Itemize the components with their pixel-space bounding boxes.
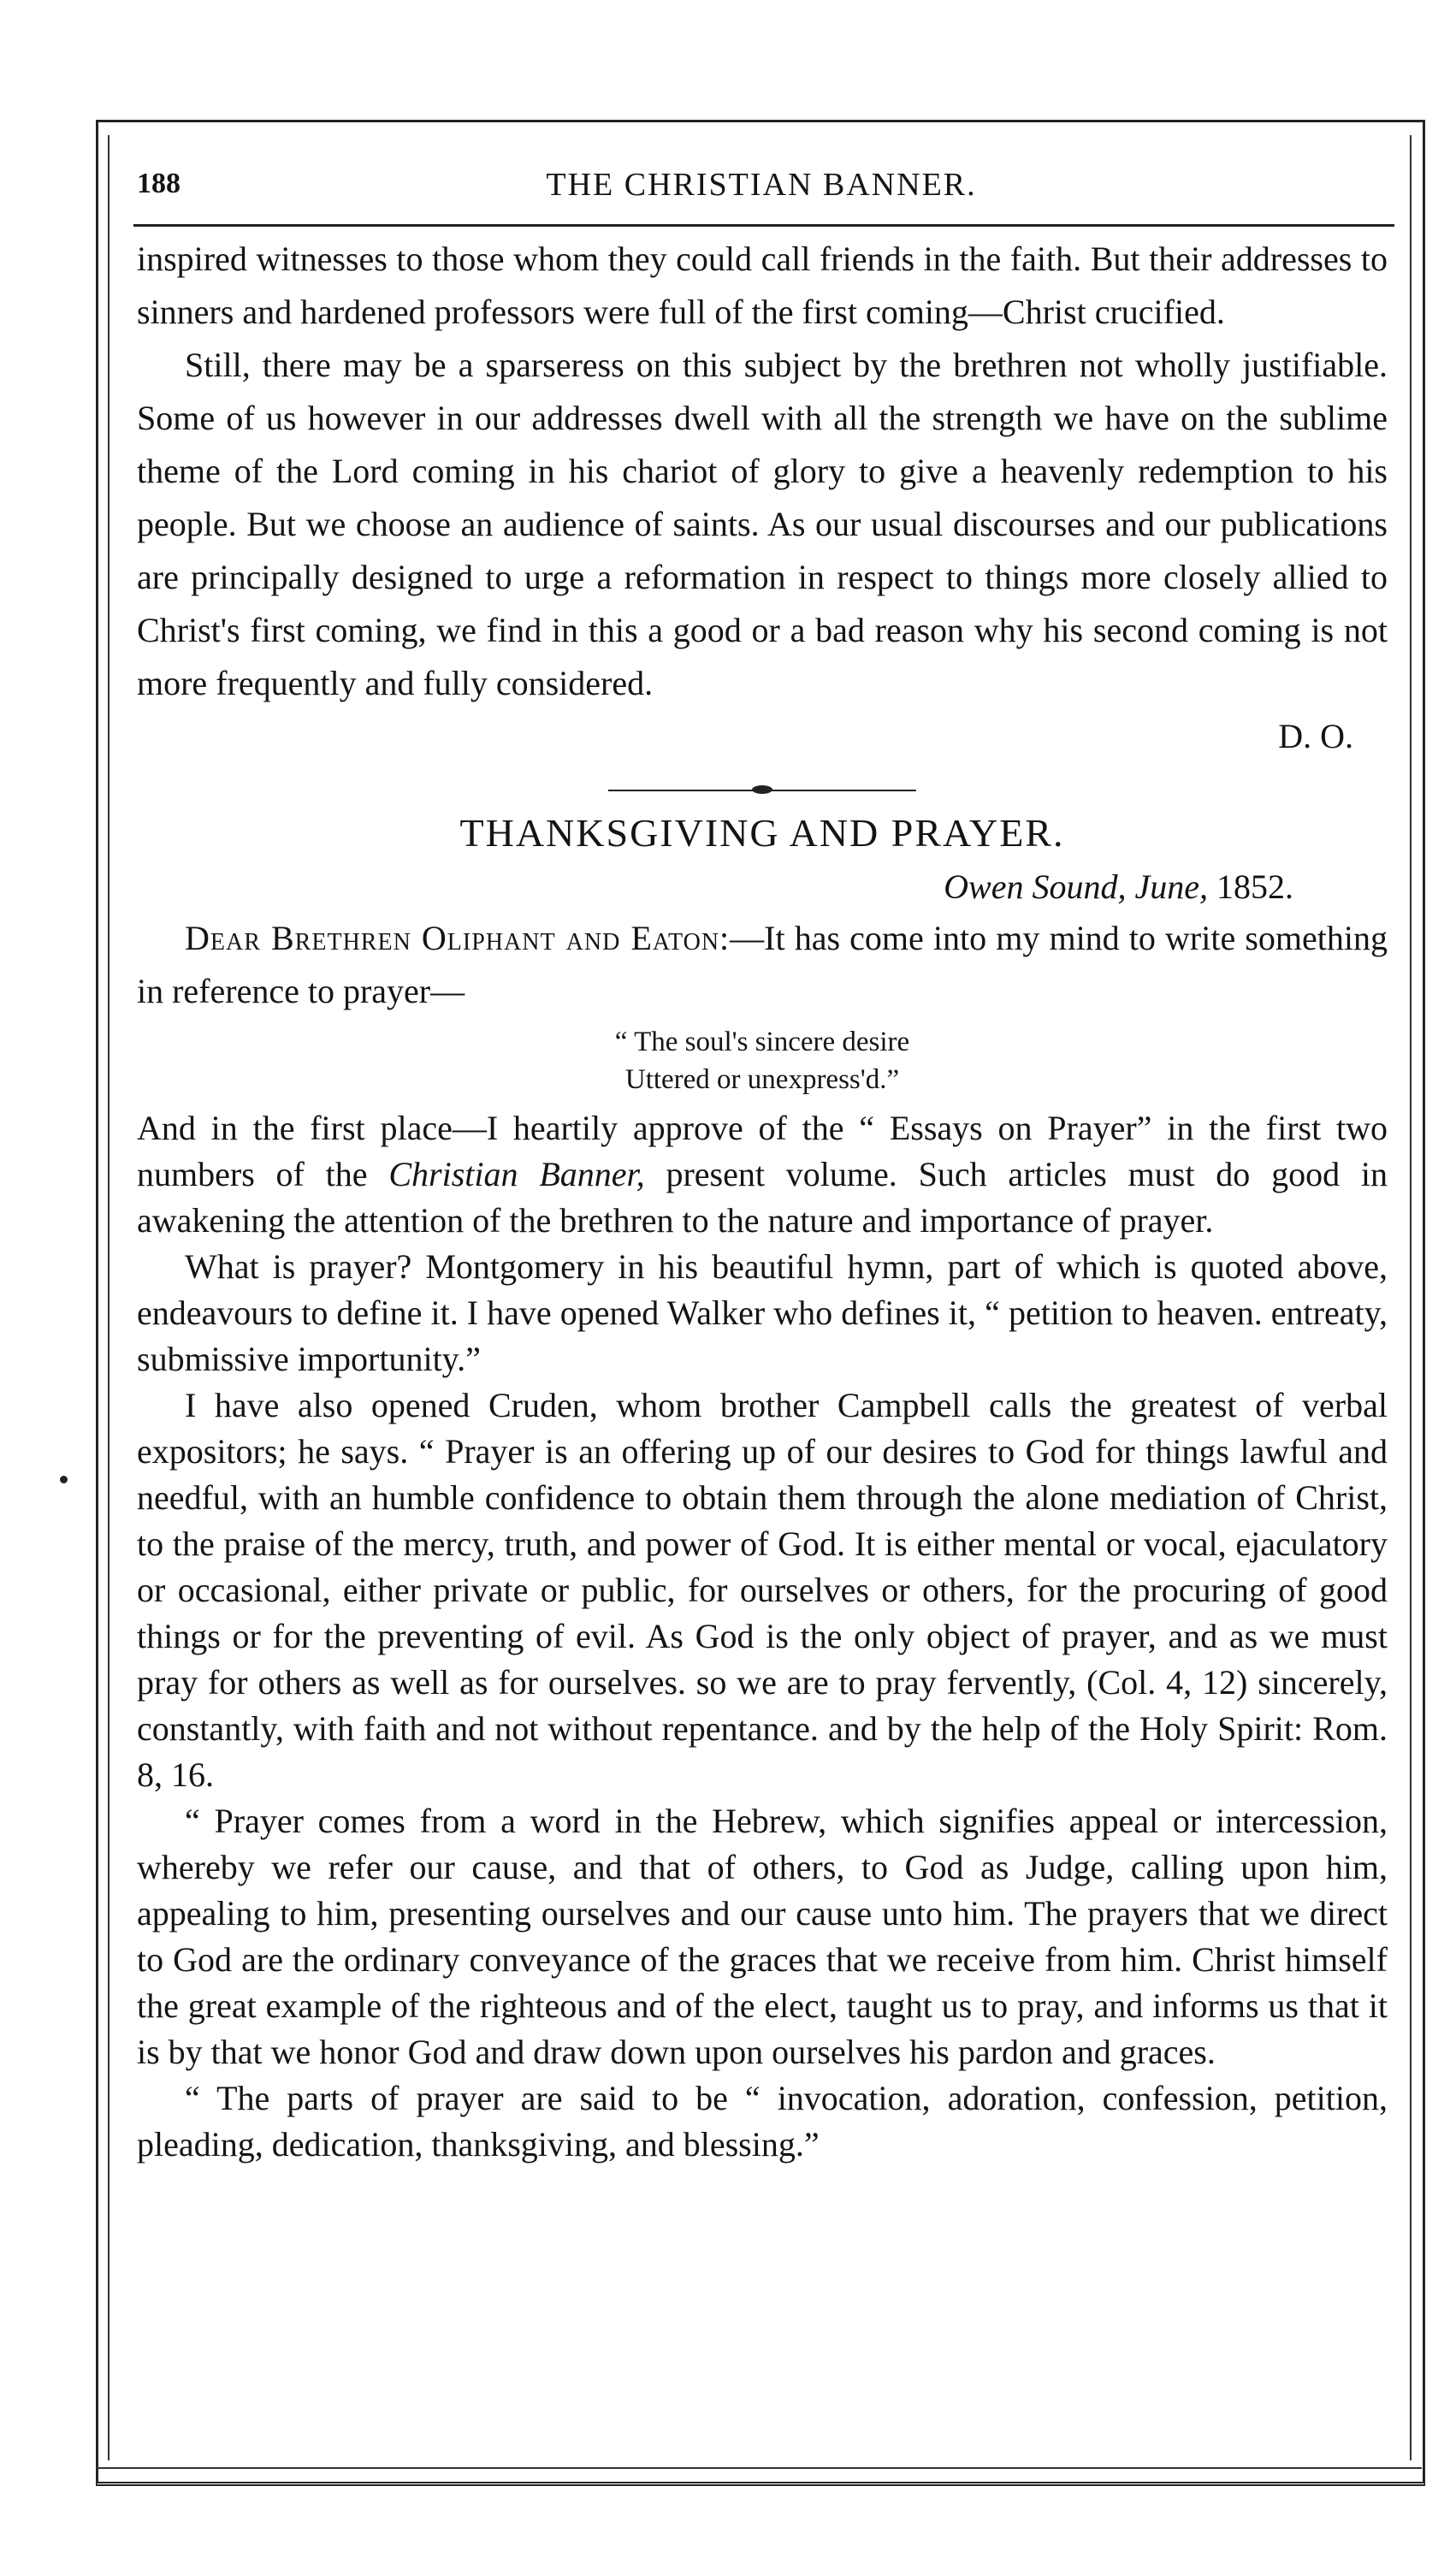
verse-quote [137, 1023, 1388, 1098]
salutation-text: —It has come into my mind to write something in reference to prayer— [137, 919, 1388, 1010]
article-body [137, 1105, 1388, 2168]
header-rule [133, 224, 1394, 227]
running-header [137, 163, 1386, 210]
paragraph-text: Still, there may be a sparseress on this subject by the brethren not wholly justifiable. Some of us however in our addresses dwell with all the strength we have on the sublime theme of the Lord coming in his chariot of glory to give a heavenly redemption to his people. But we choose an audience of saints. As our usual discourses and our publications are principally designed to urge a reformation in respect to things more closely allied to Christ's first coming, we find in this a good or a bad reason why his second coming is not more frequently and fully considered. [137, 346, 1388, 702]
salutation [137, 912, 1388, 1018]
section-divider [608, 789, 916, 792]
margin-mark [60, 1476, 68, 1483]
dateline [137, 862, 1388, 912]
article-title: THANKSGIVING AND PRAYER. [459, 811, 1065, 855]
publication-title: Christian Banner, [388, 1155, 645, 1193]
paragraph-continued: inspired witnesses to those whom they could call friends in the faith. But their addresses to sinners and hardened professors were full of the first coming—Christ crucified. [137, 240, 1388, 331]
paragraph-sparseness [137, 339, 1388, 710]
page-border-bottom [96, 2467, 1422, 2469]
salutation-name: Dear Brethren Oliphant and Eaton: [185, 919, 731, 957]
page-content [137, 233, 1388, 2168]
page-number: 188 [137, 168, 181, 199]
paragraph-parts-of-prayer: “ The parts of prayer are said to be “ invocation, adoration, confession, petition, pleading, dedication, thanksgiving, and blessing.” [137, 2079, 1388, 2164]
verse-line: Uttered or unexpress'd.” [624, 1064, 900, 1095]
running-title: THE CHRISTIAN BANNER. [546, 167, 977, 203]
paragraph-text: And in the first place—I heartily approve of the “ Essays on Prayer” in the first two numbers of the [137, 1109, 1388, 1193]
author-signature: D. O. [1278, 717, 1353, 755]
verse-line: “ The soul's sincere desire [614, 1027, 910, 1057]
paragraph-essays [137, 1105, 1388, 1244]
paragraph-text: present volume. Such articles must do good in awakening the attention of the brethren to the nature and importance of prayer. [137, 1155, 1388, 1240]
paragraph-what-is-prayer: What is prayer? Montgomery in his beautiful hymn, part of which is quoted above, endeavours to define it. I have opened Walker who defines it, “ petition to heaven. entreaty, submissive importunity.” [137, 1247, 1388, 1378]
paragraph-hebrew: “ Prayer comes from a word in the Hebrew, which signifies appeal or intercession, whereby we refer our cause, and that of others, to God as Judge, calling upon him, appealing to him, presenting ourselves and our cause unto him. The prayers that we direct to God are the ordinary conveyance of the graces that we receive from him. Christ himself the great example of the righteous and of the elect, taught us to pray, and informs us that it is by that we honor God and draw down upon ourselves his pardon and graces. [137, 1802, 1388, 2071]
signature-line [137, 710, 1388, 763]
dateline-place: Owen Sound, June, [944, 867, 1208, 906]
dateline-year: 1852. [1216, 867, 1293, 906]
paragraph-cruden: I have also opened Cruden, whom brother Campbell calls the greatest of verbal expositors; he says. “ Prayer is an offering up of our desires to God for things lawful and needful, with an humble confidence to obtain them through the alone mediation of Christ, to the praise of the mercy, truth, and power of God. It is either mental or vocal, ejaculatory or occasional, either private or public, for ourselves or others, for the procuring of good things or for the preventing of evil. As God is the only object of prayer, and as we must pray for others as well as for ourselves. so we are to pray fervently, (Col. 4, 12) sincerely, constantly, with faith and not without repentance. and by the help of the Holy Spirit: Rom. 8, 16. [137, 1386, 1388, 1794]
